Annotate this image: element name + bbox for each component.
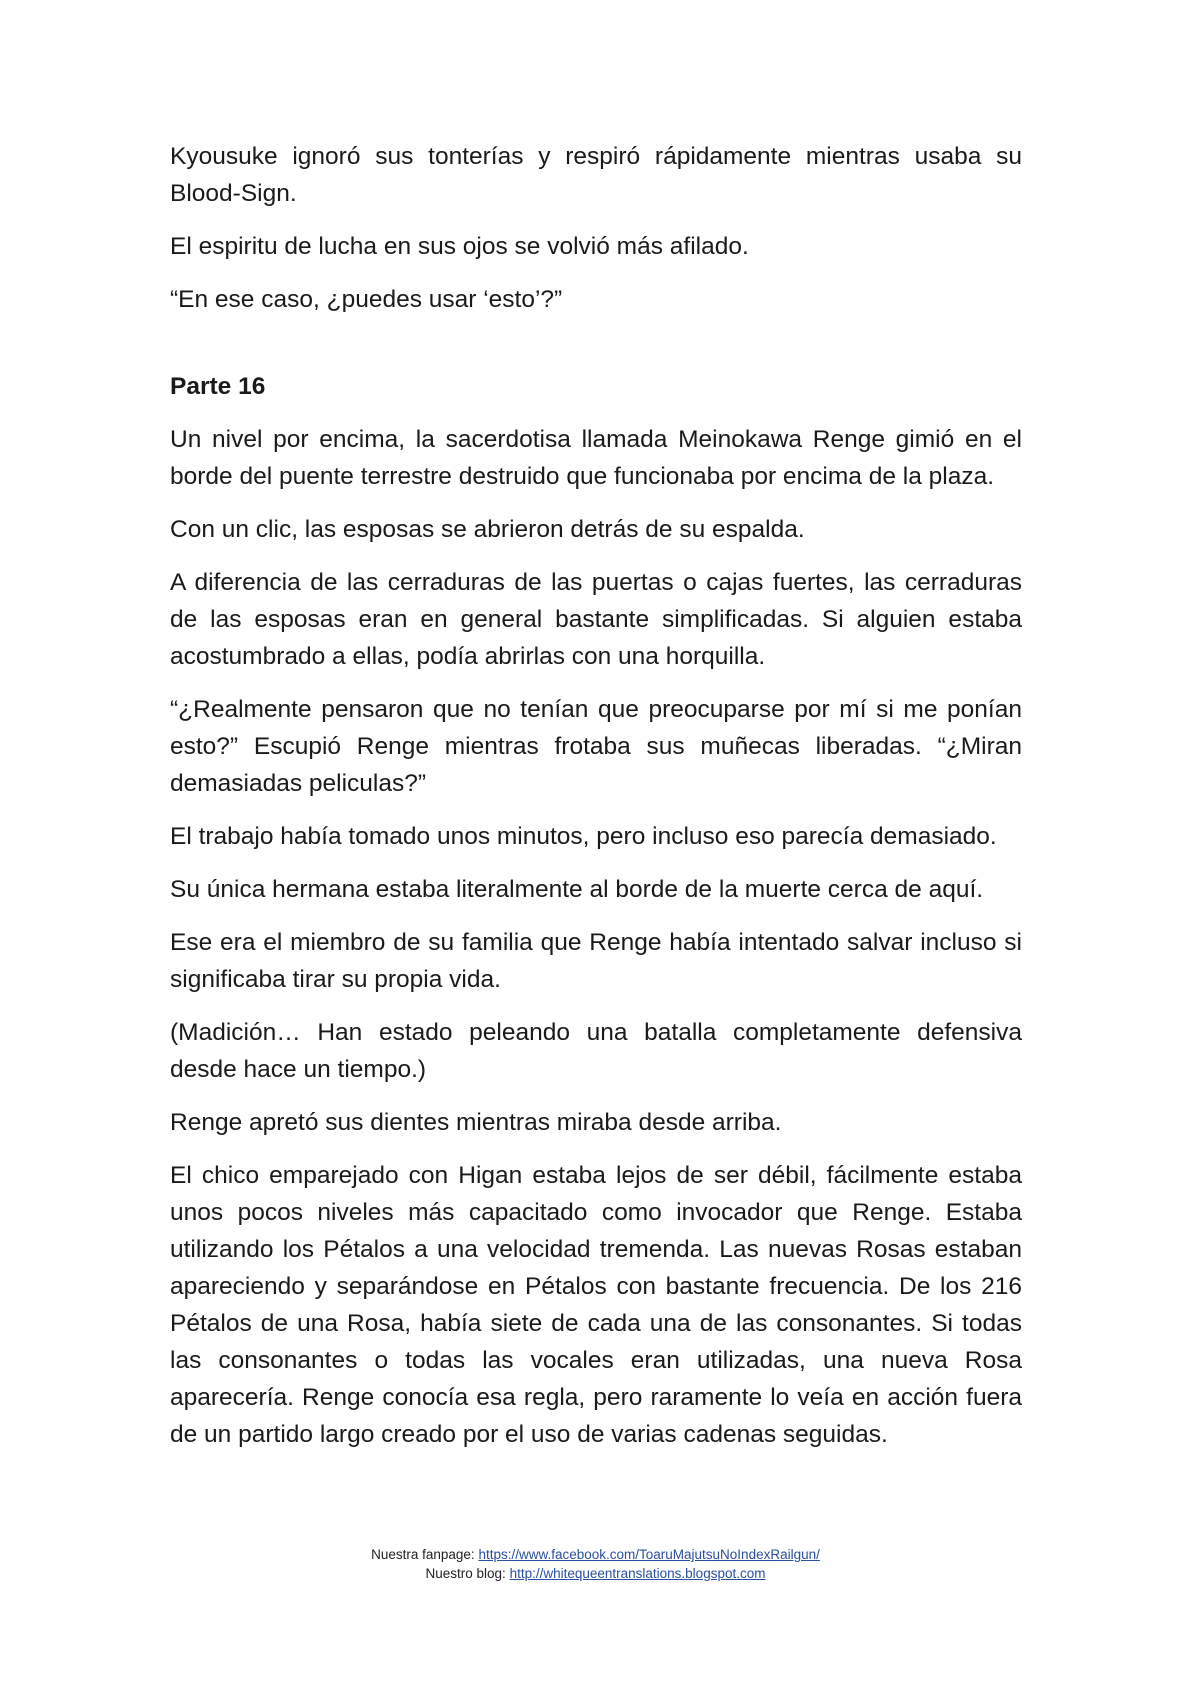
paragraph: Con un clic, las esposas se abrieron detrás de su espalda. xyxy=(170,516,805,543)
fanpage-link[interactable]: https://www.facebook.com/ToaruMajutsuNoIndexRailgun/ xyxy=(478,1547,820,1562)
section-heading: Parte 16 xyxy=(170,373,266,400)
paragraph: (Madición… Han estado peleando una batalla completamente defensiva desde hace un tiempo.) xyxy=(170,1019,1022,1083)
paragraph: El espiritu de lucha en sus ojos se volvió más afilado. xyxy=(170,233,749,260)
footer-blog-line xyxy=(0,1564,1191,1583)
paragraph: Un nivel por encima, la sacerdotisa llamada Meinokawa Renge gimió en el borde del puente terrestre destruido que funcionaba por encima de la plaza. xyxy=(170,426,1022,490)
paragraph: El trabajo había tomado unos minutos, pero incluso eso parecía demasiado. xyxy=(170,823,997,850)
paragraph: Su única hermana estaba literalmente al borde de la muerte cerca de aquí. xyxy=(170,876,984,903)
paragraph: A diferencia de las cerraduras de las puertas o cajas fuertes, las cerraduras de las esposas eran en general bastante simplificadas. Si alguien estaba acostumbrado a ellas, podía abrirlas con una horquilla. xyxy=(170,569,1022,670)
paragraph: Ese era el miembro de su familia que Renge había intentado salvar incluso si significaba tirar su propia vida. xyxy=(170,929,1022,993)
document-body xyxy=(170,138,1022,1469)
paragraph: El chico emparejado con Higan estaba lejos de ser débil, fácilmente estaba unos pocos niveles más capacitado como invocador que Renge. Estaba utilizando los Pétalos a una velocidad tremenda. Las nuevas Rosas estaban apareciendo y separándose en Pétalos con bastante frecuencia. De los 216 Pétalos de una Rosa, había siete de cada una de las consonantes. Si todas las consonantes o todas las vocales eran utilizadas, una nueva Rosa aparecería. Renge conocía esa regla, pero raramente lo veía en acción fuera de un partido largo creado por el uso de varias cadenas seguidas. xyxy=(170,1162,1022,1448)
paragraph: Kyousuke ignoró sus tonterías y respiró rápidamente mientras usaba su Blood-Sign. xyxy=(170,143,1022,207)
page-footer xyxy=(0,1545,1191,1583)
paragraph: Renge apretó sus dientes mientras miraba desde arriba. xyxy=(170,1109,782,1136)
footer-fanpage-line xyxy=(0,1545,1191,1564)
fanpage-label: Nuestra fanpage: xyxy=(371,1547,479,1562)
paragraph: “En ese caso, ¿puedes usar ‘esto’?” xyxy=(170,286,563,313)
blog-label: Nuestro blog: xyxy=(425,1566,510,1581)
paragraph: “¿Realmente pensaron que no tenían que preocuparse por mí si me ponían esto?” Escupió Renge mientras frotaba sus muñecas liberadas. “¿Miran demasiadas peliculas?” xyxy=(170,696,1022,797)
blog-link[interactable]: http://whitequeentranslations.blogspot.com xyxy=(509,1566,766,1581)
